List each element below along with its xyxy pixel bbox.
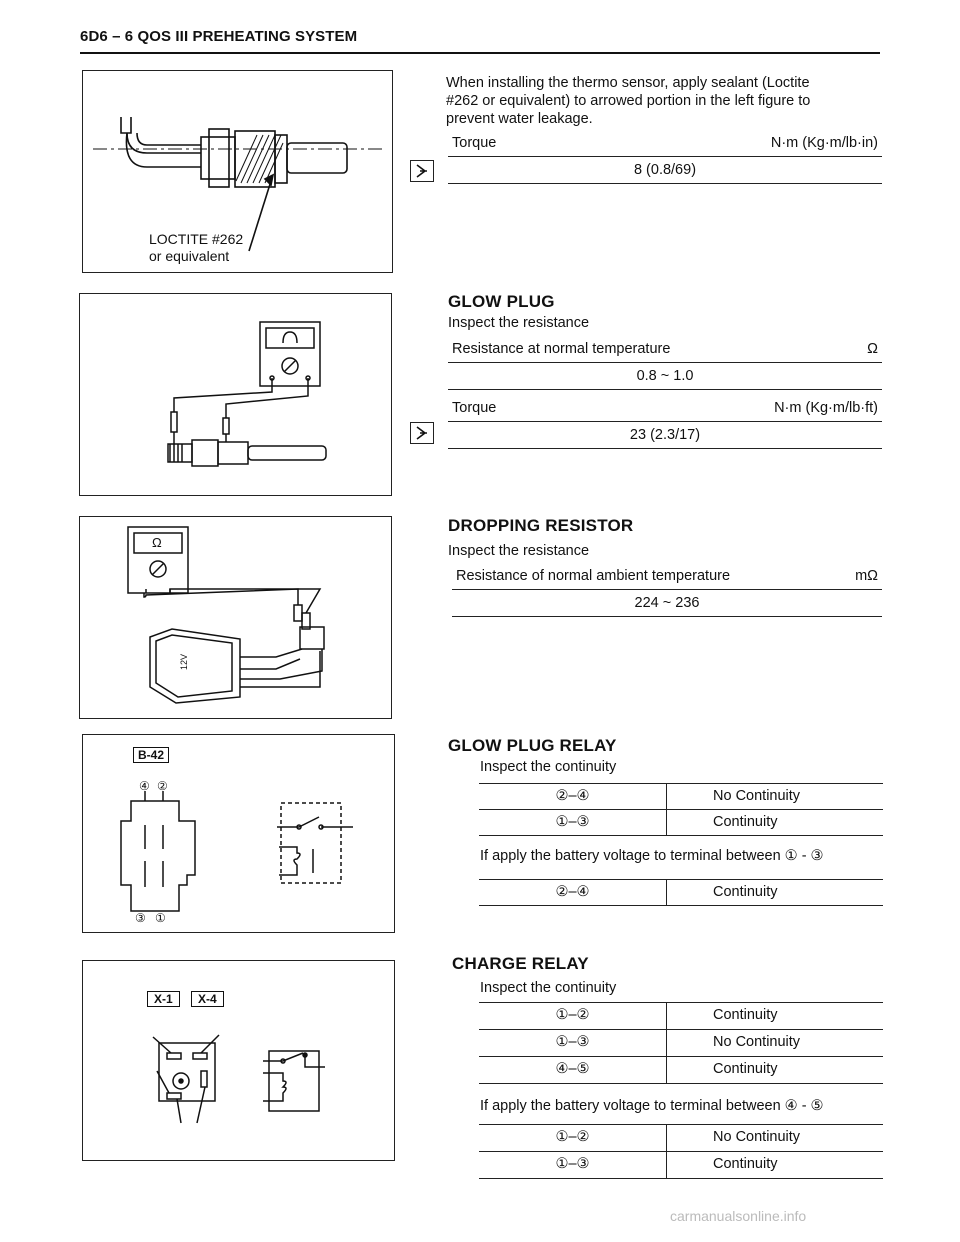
thermo-sensor-figure bbox=[82, 70, 393, 273]
glow-plug-relay-title: GLOW PLUG RELAY bbox=[448, 736, 617, 755]
table-row bbox=[479, 810, 883, 836]
torque-wrench-icon bbox=[410, 422, 434, 444]
table-row bbox=[479, 1057, 883, 1084]
glow-plug-relay-drawing bbox=[83, 735, 394, 932]
continuity-result: Continuity bbox=[713, 814, 778, 830]
connector-tag: B-42 bbox=[133, 747, 169, 763]
thermo-text-line-2: #262 or equivalent) to arrowed portion in the left figure to bbox=[446, 93, 811, 109]
connector-tag-x4: X-4 bbox=[191, 991, 224, 1007]
loctite-label-2: or equivalent bbox=[149, 248, 230, 264]
page-title: 6D6 – 6 QOS III PREHEATING SYSTEM bbox=[80, 28, 358, 45]
loctite-label: LOCTITE #262 bbox=[149, 231, 244, 247]
resistance-value: 0.8 ~ 1.0 bbox=[636, 368, 694, 384]
resistor-mark: 12V bbox=[179, 653, 190, 671]
dropping-resistor-drawing bbox=[80, 517, 391, 718]
continuity-result: No Continuity bbox=[713, 1129, 801, 1145]
terminal-pair: ②–④ bbox=[479, 880, 667, 905]
torque-unit: N·m (Kg·m/lb·ft) bbox=[774, 400, 878, 416]
glow-plug-intro: Inspect the resistance bbox=[448, 315, 590, 331]
charge-relay-figure bbox=[82, 960, 395, 1161]
connector-tag-x1: X-1 bbox=[147, 991, 180, 1007]
table-row bbox=[479, 879, 883, 906]
charge-relay-drawing bbox=[83, 961, 394, 1160]
torque-value: 23 (2.3/17) bbox=[629, 427, 701, 443]
terminal-pair: ④–⑤ bbox=[479, 1057, 667, 1083]
dropping-resistor-intro: Inspect the resistance bbox=[448, 543, 590, 559]
torque-label: Torque bbox=[452, 400, 497, 416]
resistance-value: 224 ~ 236 bbox=[634, 595, 700, 611]
dropping-resistor-title: DROPPING RESISTOR bbox=[448, 516, 634, 535]
terminal-pair: ①–② bbox=[479, 1003, 667, 1029]
pin-label-3: ③ bbox=[135, 911, 146, 925]
table-row bbox=[479, 1124, 883, 1152]
table-row bbox=[479, 1152, 883, 1179]
pin-label-4: ④ bbox=[139, 779, 150, 793]
ohm-symbol: Ω bbox=[152, 535, 162, 550]
glow-plug-torque-spec bbox=[448, 395, 882, 449]
glow-plug-relay-continuity-table bbox=[479, 783, 883, 836]
glow-plug-relay-figure bbox=[82, 734, 395, 933]
continuity-result: No Continuity bbox=[713, 788, 801, 804]
dropping-resistor-spec bbox=[452, 563, 882, 617]
thermo-instructions bbox=[446, 74, 886, 128]
terminal-pair: ①–③ bbox=[479, 810, 667, 835]
watermark: carmanualsonline.info bbox=[670, 1208, 807, 1224]
table-row bbox=[479, 783, 883, 810]
continuity-result: Continuity bbox=[713, 1156, 778, 1172]
terminal-pair: ①–③ bbox=[479, 1152, 667, 1178]
table-row bbox=[479, 1030, 883, 1057]
glow-plug-relay-intro: Inspect the continuity bbox=[480, 759, 617, 775]
glow-plug-figure bbox=[79, 293, 392, 496]
continuity-result: Continuity bbox=[713, 884, 778, 900]
terminal-pair: ②–④ bbox=[479, 784, 667, 809]
glow-plug-relay-energized-table bbox=[479, 879, 883, 906]
page-header bbox=[80, 26, 880, 54]
charge-relay-note: If apply the battery voltage to terminal between ④ - ⑤ bbox=[480, 1098, 824, 1114]
resistance-label: Resistance of normal ambient temperature bbox=[456, 568, 731, 584]
thermo-torque-spec bbox=[448, 130, 882, 184]
torque-value: 8 (0.8/69) bbox=[633, 162, 697, 178]
pin-label-1: ① bbox=[155, 911, 166, 925]
glow-plug-relay-note: If apply the battery voltage to terminal between ① - ③ bbox=[480, 848, 824, 864]
glow-plug-drawing bbox=[80, 294, 391, 495]
resistance-unit: Ω bbox=[867, 341, 878, 357]
dropping-resistor-figure bbox=[79, 516, 392, 719]
torque-unit: N·m (Kg·m/lb·in) bbox=[770, 135, 878, 151]
glow-plug-resistance-spec bbox=[448, 336, 882, 390]
pin-label-2: ② bbox=[157, 779, 168, 793]
resistance-label: Resistance at normal temperature bbox=[452, 341, 671, 357]
torque-label: Torque bbox=[452, 135, 497, 151]
table-row bbox=[479, 1002, 883, 1030]
resistance-unit: mΩ bbox=[855, 568, 878, 584]
charge-relay-continuity-table bbox=[479, 1002, 883, 1084]
terminal-pair: ①–③ bbox=[479, 1030, 667, 1056]
charge-relay-title: CHARGE RELAY bbox=[452, 954, 589, 973]
glow-plug-title: GLOW PLUG bbox=[448, 292, 555, 311]
charge-relay-intro: Inspect the continuity bbox=[480, 980, 617, 996]
thermo-text-line-3: prevent water leakage. bbox=[446, 111, 593, 127]
continuity-result: Continuity bbox=[713, 1061, 778, 1077]
terminal-pair: ①–② bbox=[479, 1125, 667, 1151]
torque-wrench-icon bbox=[410, 160, 434, 182]
continuity-result: Continuity bbox=[713, 1007, 778, 1023]
thermo-text-line-1: When installing the thermo sensor, apply sealant (Loctite bbox=[446, 75, 810, 91]
continuity-result: No Continuity bbox=[713, 1034, 801, 1050]
charge-relay-energized-table bbox=[479, 1124, 883, 1179]
